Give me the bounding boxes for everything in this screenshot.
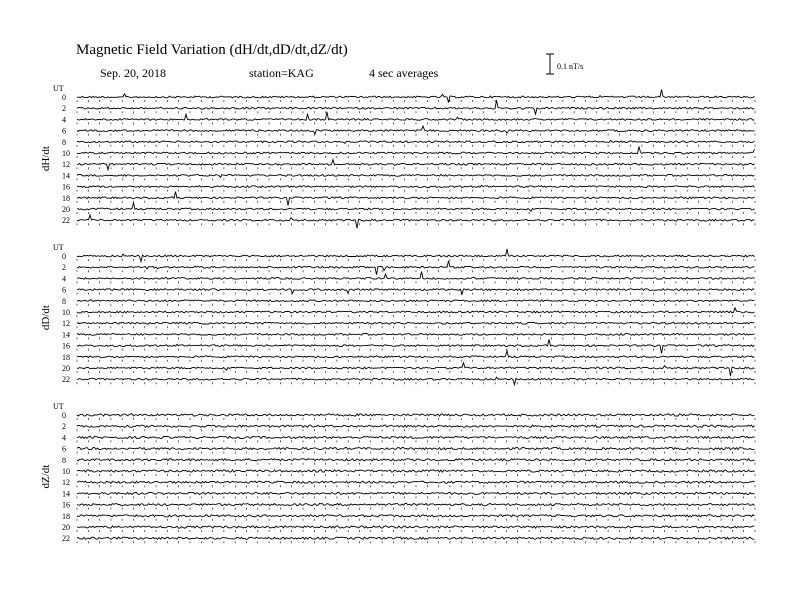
trace-line [77, 215, 755, 228]
row-label: 16 [62, 500, 70, 510]
trace-line [77, 140, 755, 143]
trace-line [77, 272, 755, 280]
trace-line [77, 300, 755, 302]
trace-line [77, 414, 755, 416]
trace-line [77, 261, 755, 275]
trace-line [77, 203, 755, 211]
trace-line [77, 515, 755, 517]
trace-line [77, 526, 755, 528]
trace-line [77, 537, 755, 539]
ut-header: UT [53, 243, 64, 252]
row-label: 12 [62, 160, 70, 170]
row-label: 8 [62, 296, 66, 306]
row-label: 20 [62, 523, 70, 532]
chart-title: Magnetic Field Variation (dH/dt,dD/dt,dZ/dt) [76, 42, 348, 58]
row-label: 2 [62, 263, 66, 273]
scale-bar-label: 0.1 nT/s [557, 62, 584, 71]
row-label: 2 [62, 104, 66, 114]
row-label: 14 [62, 171, 70, 181]
panel-dD-dt [40, 243, 755, 385]
row-label: 20 [62, 205, 70, 214]
row-label: 16 [62, 182, 70, 192]
row-label: 6 [62, 126, 66, 136]
trace-line [77, 363, 755, 376]
trace-line [77, 470, 755, 472]
date-label: Sep. 20, 2018 [100, 66, 166, 80]
trace-line [77, 481, 755, 483]
trace-line [77, 308, 755, 313]
panel-ylabel: dD/dt [40, 305, 52, 331]
ut-header: UT [53, 402, 64, 411]
row-label: 6 [62, 285, 66, 295]
ut-header: UT [53, 84, 64, 93]
trace-line [77, 334, 755, 336]
panel-dZ-dt [40, 402, 755, 543]
row-label: 0 [62, 252, 66, 261]
trace-line [77, 351, 755, 358]
row-label: 20 [62, 364, 70, 373]
trace-line [77, 322, 755, 324]
row-label: 22 [62, 375, 70, 385]
trace-line [77, 448, 755, 450]
trace-line [77, 175, 755, 178]
panel-ylabel: dZ/dt [40, 464, 52, 489]
trace-line [77, 147, 755, 155]
trace-line [77, 492, 755, 494]
row-label: 22 [62, 534, 70, 544]
row-label: 12 [62, 478, 70, 488]
trace-line [77, 185, 755, 187]
row-label: 0 [62, 411, 66, 420]
row-label: 4 [62, 274, 66, 284]
panels-group [40, 84, 755, 543]
row-label: 14 [62, 489, 70, 499]
row-label: 12 [62, 319, 70, 329]
row-label: 2 [62, 422, 66, 432]
row-label: 8 [62, 455, 66, 465]
averaging-label: 4 sec averages [369, 66, 439, 80]
row-label: 10 [62, 149, 70, 158]
trace-line [77, 504, 755, 506]
station-label: station=KAG [249, 66, 314, 80]
row-label: 10 [62, 467, 70, 476]
scale-bar [546, 54, 583, 74]
row-label: 6 [62, 444, 66, 454]
trace-line [77, 436, 755, 438]
row-label: 4 [62, 115, 66, 125]
panel-dH-dt [40, 84, 755, 228]
row-label: 18 [62, 511, 70, 521]
row-label: 22 [62, 216, 70, 226]
row-label: 4 [62, 433, 66, 443]
row-label: 18 [62, 352, 70, 362]
panel-ylabel: dH/dt [40, 146, 52, 172]
row-label: 10 [62, 308, 70, 317]
trace-line [77, 425, 755, 427]
trace-line [77, 459, 755, 461]
row-label: 16 [62, 341, 70, 351]
row-label: 8 [62, 137, 66, 147]
trace-line [77, 126, 755, 134]
row-label: 14 [62, 330, 70, 340]
trace-line [77, 339, 755, 353]
row-label: 0 [62, 93, 66, 102]
trace-line [77, 192, 755, 206]
row-label: 18 [62, 193, 70, 203]
